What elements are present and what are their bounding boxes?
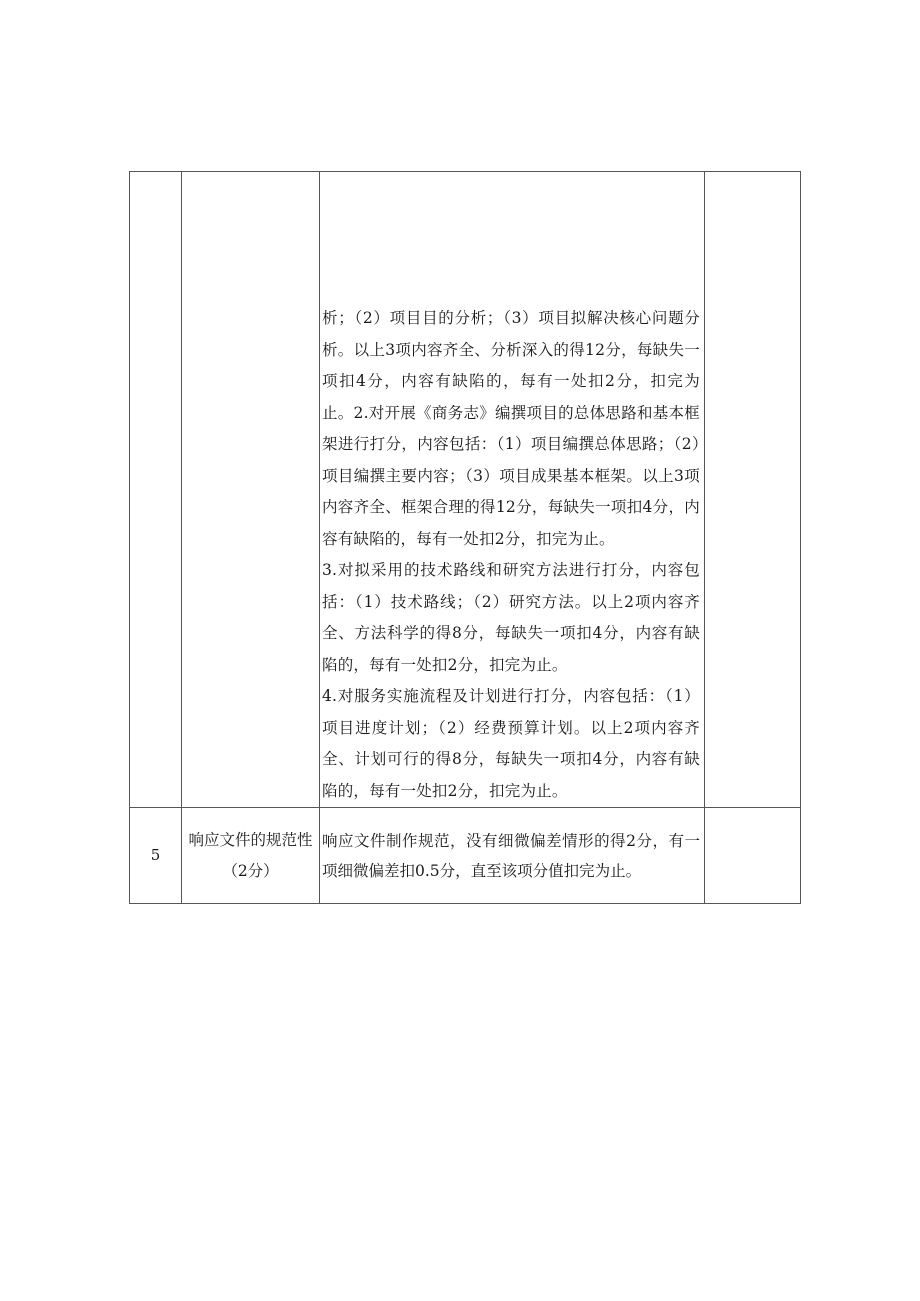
criteria-paragraph-1: 析；（2）项目目的分析；（3）项目拟解决核心问题分析。以上3项内容齐全、分析深入的得12分，每缺失一项扣4分，内容有缺陷的，每有一处扣2分，扣完为止。2.对开展《商务志》编撰项目的总体思路和基本框架进行打分，内容包括：（1）项目编撰总体思路；（2）项目编撰主要内容；（3）项目成果基本框架。以上3项内容齐全、框架合理的得12分，每缺失一项扣4分，内容有缺陷的，每有一处扣2分，扣完为止。 bbox=[322, 309, 700, 548]
evaluation-item-cell bbox=[182, 172, 320, 808]
table-row-5 bbox=[130, 808, 801, 904]
criteria-paragraph-2: 3.对拟采用的技术路线和研究方法进行打分，内容包括：（1）技术路线；（2）研究方法。以上2项内容齐全、方法科学的得8分，每缺失一项扣4分，内容有缺陷的，每有一处扣2分，扣完为止。 bbox=[322, 561, 700, 674]
criteria-cell: 响应文件制作规范，没有细微偏差情形的得2分，有一项细微偏差扣0.5分，直至该项分值扣完为止。 bbox=[320, 808, 705, 904]
scoring-table bbox=[129, 171, 801, 904]
row-number-cell: 5 bbox=[130, 808, 182, 904]
criteria-cell bbox=[320, 172, 705, 808]
score-cell bbox=[705, 172, 801, 808]
row-number-cell bbox=[130, 172, 182, 808]
criteria-paragraph-3: 4.对服务实施流程及计划进行打分，内容包括：（1）项目进度计划；（2）经费预算计划。以上2项内容齐全、计划可行的得8分，每缺失一项扣4分，内容有缺陷的，每有一处扣2分，扣完为止。 bbox=[322, 687, 700, 800]
table-row-continued bbox=[130, 172, 801, 808]
evaluation-item-cell: 响应文件的规范性（2分） bbox=[182, 808, 320, 904]
score-cell bbox=[705, 808, 801, 904]
